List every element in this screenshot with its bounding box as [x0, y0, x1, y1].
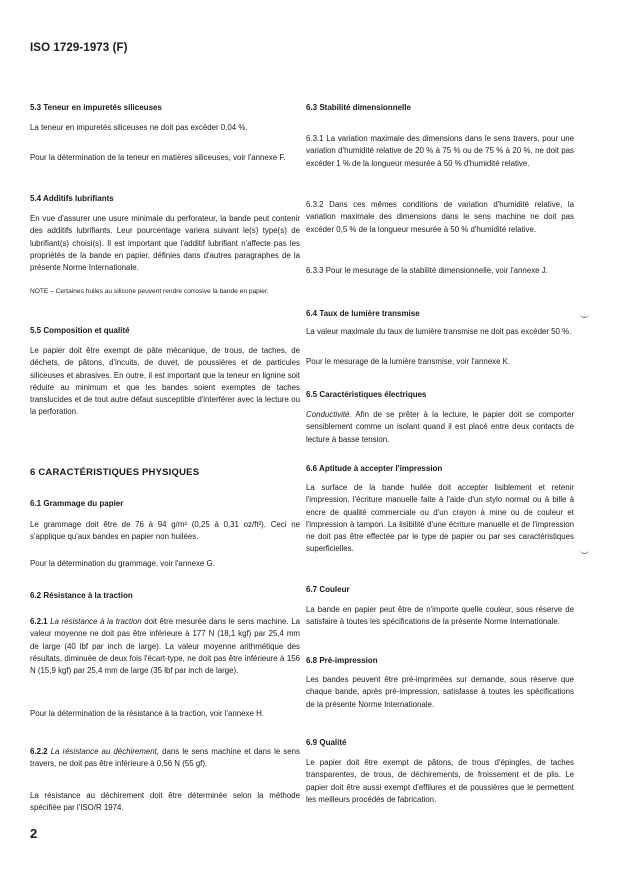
heading-5-5: 5.5 Composition et qualité	[30, 326, 130, 335]
paragraph: 6.3.3 Pour le mesurage de la stabilité dimensionnelle, voir l'annexe J.	[306, 266, 548, 275]
page-number: 2	[30, 826, 38, 841]
paragraph-6-2-1	[30, 616, 300, 677]
paragraph: 6.3.1 La variation maximale des dimensions dans le sens travers, pour une variation d'humidité relative de 20 % à 75 % ou de 75 % à 20 %, ne doit pas excéder 1 % de la longueur mesurée à 50 % d'humidité relative.	[306, 134, 574, 168]
paragraph: La valeur maximale du taux de lumière transmise ne doit pas excéder 50 %.	[306, 327, 572, 336]
paragraph: Le papier doit être exempt de pâtons, de trous d'épingles, de taches transparentes, de trous, de déchirements, de froissement et de plis. Le papier doit être aussi exempt d'effilures et de poussières que le permettent les meilleurs procédés de fabrication.	[306, 758, 574, 804]
paragraph	[306, 409, 574, 446]
clause-number: 6.2.1	[30, 617, 51, 626]
heading-6-4: 6.4 Taux de lumière transmise	[306, 309, 420, 318]
paragraph-6-2-2	[30, 746, 300, 771]
document-id: ISO 1729-1973 (F)	[30, 42, 128, 54]
paragraph-text: dans le sens machine et dans le sens travers, ne doit pas être inférieure à 0,56 N (55 gf).	[30, 747, 300, 769]
paragraph: Le grammage doit être de 76 à 94 g/m² (0,25 à 0,31 oz/ft²). Ceci ne s'applique qu'aux bandes en papier non huilées.	[30, 520, 300, 542]
paragraph: La résistance au déchirement doit être déterminée selon la méthode spécifiée par l'ISO/R 1974.	[30, 791, 300, 813]
emphasis: La résistance au déchirement,	[50, 747, 160, 756]
emphasis: La résistance à la traction	[50, 617, 142, 626]
paragraph: La bande en papier peut être de n'importe quelle couleur, sous réserve de satisfaire à toutes les spécifications de la présente Norme Internationale.	[306, 605, 574, 627]
note: NOTE – Certaines huiles au silicone peuvent rendre corrosive la bande en papier.	[30, 288, 269, 295]
paragraph: La surface de la bande huilée doit accepter lisiblement et retenir l'impression, l'écriture manuelle faite à l'aide d'un stylo normal ou à bille à encre de qualité commerciale ou d'un crayon à mine ou de couleur et l'impression à tampon. La lisibilité d'une écriture manuelle et de l'impression ne doit pas être effectée par le type de papier ou par ses caractéristiques superficielles.	[306, 483, 574, 554]
margin-mark	[580, 549, 589, 554]
heading-6-3: 6.3 Stabilité dimensionnelle	[306, 103, 411, 112]
paragraph: Pour la détermination du grammage, voir l'annexe G.	[30, 559, 215, 568]
paragraph: 6.3.2 Dans ces mêmes conditions de variation d'humidité relative, la variation maximale des dimensions dans le sens machine ne doit pas excéder 0,5 % de la longueur mesurée à 50 % d'humidité relative.	[306, 200, 574, 234]
paragraph: En vue d'assurer une usure minimale du perforateur, la bande peut contenir des additifs lubrifiants. Leur pourcentage variera suivant le(s) type(s) de lubrifiant(s) choisi(s). Il est important que l'additif lubrifiant n'affecte pas les propriétés de la bande en papier, définies dans d'autres paragraphes de la présente Norme Internationale.	[30, 214, 300, 273]
paragraph: Pour le mesurage de la lumière transmise, voir l'annexe K.	[306, 357, 511, 366]
margin-mark	[580, 313, 589, 318]
heading-6: 6 CARACTÉRISTIQUES PHYSIQUES	[30, 467, 200, 478]
paragraph: Pour la détermination de la teneur en matières siliceuses, voir l'annexe F.	[30, 153, 286, 162]
heading-6-2: 6.2 Résistance à la traction	[30, 591, 133, 600]
clause-number: 6.2.2	[30, 747, 51, 756]
heading-6-1: 6.1 Grammage du papier	[30, 499, 124, 508]
paragraph: Les bandes peuvent être pré-imprimées sur demande, sous réserve que chaque bande, après pré-impression, satisfasse à toutes les spécifications de la présente Norme Internationale.	[306, 675, 574, 709]
paragraph: Pour la détermination de la résistance à la traction, voir l'annexe H.	[30, 709, 264, 718]
heading-6-8: 6.8 Pré-impression	[306, 656, 378, 665]
paragraph-text: Afin de se prêter à la lecture, le papier doit se comporter sensiblement comme un isolant quand il est placé entre deux contacts de lecture à basse tension.	[306, 410, 574, 444]
heading-5-3: 5.3 Teneur en impuretés siliceuses	[30, 103, 162, 112]
heading-6-6: 6.6 Aptitude à accepter l'impression	[306, 464, 443, 473]
paragraph: Le papier doit être exempt de pâte mécanique, de trous, de taches, de déchets, de pâtons, d'incuits, de duvet, de poussières et de particules siliceuses et abrasives. En outre, il est important que la teneur en lignine soit réduite au minimum et que les bandes soient exemptes de taches translucides et de tout autre défaut susceptible d'interférer avec la lecture ou la perforation.	[30, 346, 300, 417]
heading-6-9: 6.9 Qualité	[306, 738, 347, 747]
paragraph-text: doit être mesurée dans le sens machine. La valeur moyenne ne doit pas être inférieure à 177 N (18,1 kgf) par 25,4 mm de large (40 lbf par inch de large). La valeur moyenne arithmétique des résultats, diminuée de deux fois l'écart-type, ne doit pas être inférieure à 156 N (15,9 kgf) par 25,4 mm de large (35 lbf par inch de large).	[30, 617, 300, 676]
heading-6-7: 6.7 Couleur	[306, 585, 350, 594]
paragraph: La teneur en impuretés siliceuses ne doit pas excéder 0,04 %.	[30, 123, 248, 132]
emphasis: Conductivité.	[306, 410, 352, 419]
heading-6-5: 6.5 Caractéristiques électriques	[306, 390, 427, 399]
heading-5-4: 5.4 Additifs lubrifiants	[30, 194, 114, 203]
